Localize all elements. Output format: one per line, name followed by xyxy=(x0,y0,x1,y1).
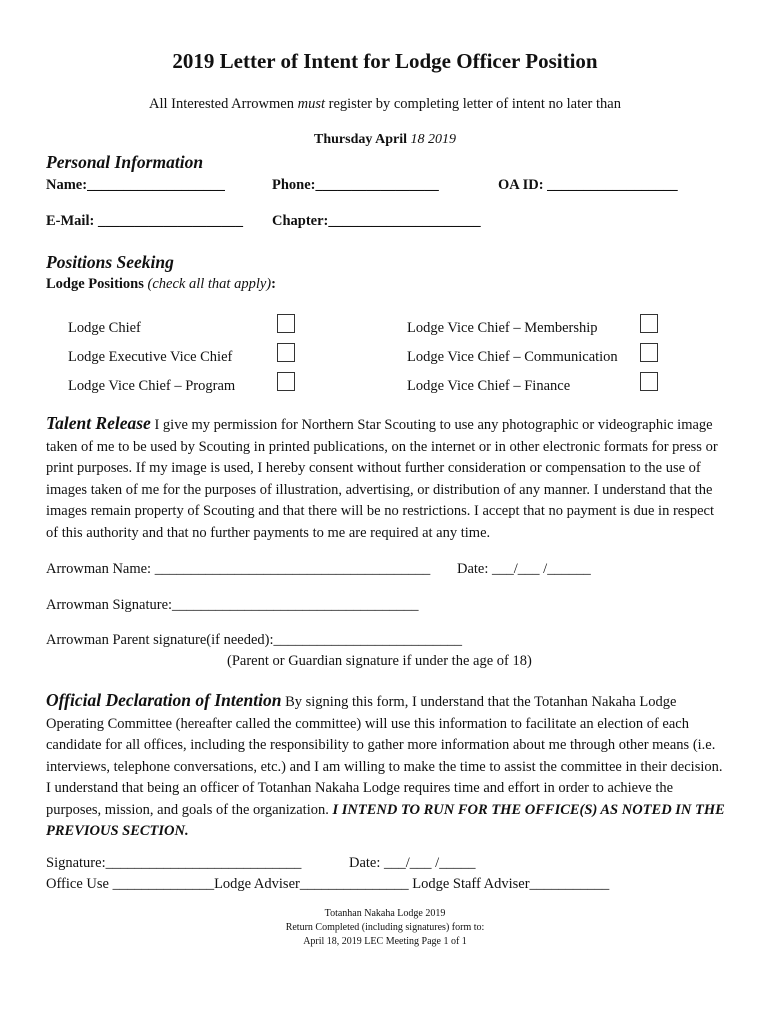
checkbox-vice-chief-finance[interactable] xyxy=(640,372,658,391)
positions-sub-colon: : xyxy=(271,276,276,292)
intro-after: register by completing letter of intent no later than xyxy=(325,96,621,112)
intro-text xyxy=(0,96,770,113)
phone-field[interactable]: Phone:_________________ xyxy=(272,177,439,193)
footer-meeting: April 18, 2019 LEC Meeting Page 1 of 1 xyxy=(303,936,467,947)
arrowman-signature-field[interactable]: Arrowman Signature:__________________________________ xyxy=(46,597,419,613)
declaration-intent-statement: I INTEND TO RUN FOR THE OFFICE(S) AS NOTED IN THE PREVIOUS SECTION. xyxy=(46,801,725,839)
position-label-vice-chief-communication: Lodge Vice Chief – Communication xyxy=(407,349,618,365)
position-label-executive-vice-chief: Lodge Executive Vice Chief xyxy=(68,349,233,365)
intro-before: All Interested Arrowmen xyxy=(149,96,298,112)
position-label-vice-chief-membership: Lodge Vice Chief – Membership xyxy=(407,320,598,336)
position-label-lodge-chief: Lodge Chief xyxy=(68,320,141,336)
footer-lodge: Totanhan Nakaha Lodge 2019 xyxy=(324,908,446,919)
final-date-field[interactable]: Date: ___/___ /_____ xyxy=(349,855,476,871)
email-field[interactable]: E-Mail: ____________________ xyxy=(46,213,243,229)
name-field[interactable]: Name:___________________ xyxy=(46,177,225,193)
arrowman-name-field[interactable]: Arrowman Name: ______________________________________ xyxy=(46,561,431,577)
talent-release-paragraph xyxy=(46,413,726,544)
deadline-date: 18 2019 xyxy=(410,132,456,147)
personal-info-heading: Personal Information xyxy=(46,152,204,172)
position-label-vice-chief-finance: Lodge Vice Chief – Finance xyxy=(407,378,571,394)
footer-return: Return Completed (including signatures) form to: xyxy=(285,922,485,933)
checkbox-executive-vice-chief[interactable] xyxy=(277,343,295,362)
deadline xyxy=(0,132,770,148)
talent-release-heading: Talent Release xyxy=(46,413,151,433)
checkbox-vice-chief-communication[interactable] xyxy=(640,343,658,362)
parent-signature-note: (Parent or Guardian signature if under the age of 18) xyxy=(227,653,532,669)
final-signature-field[interactable]: Signature:___________________________ xyxy=(46,855,302,871)
checkbox-lodge-chief[interactable] xyxy=(277,314,295,333)
positions-sub-label: Lodge Positions xyxy=(46,276,148,292)
position-label-vice-chief-program: Lodge Vice Chief – Program xyxy=(68,378,236,394)
oa-id-field[interactable]: OA ID: __________________ xyxy=(498,177,678,193)
declaration-text: By signing this form, I understand that the Totanhan Nakaha Lodge Operating Committee (hereafter called the committee) will use this information to facilitate an election of each candidate for all offices, including the responsibility to gather more information about me through other means (i.e. interviews, telephone conversations, etc.) and I am willing to make the time to assist the committee in their decision. I understand that being an officer of Totanhan Nakaha Lodge requires time and effort in order to achieve the purposes, mission, and goals of the organization. xyxy=(46,694,723,818)
declaration-heading: Official Declaration of Intention xyxy=(46,690,282,710)
checkbox-vice-chief-program[interactable] xyxy=(277,372,295,391)
parent-signature-field[interactable]: Arrowman Parent signature(if needed):__________________________ xyxy=(46,632,462,648)
chapter-field[interactable]: Chapter:_____________________ xyxy=(272,213,481,229)
declaration-paragraph xyxy=(46,690,726,843)
office-use-line[interactable]: Office Use ______________Lodge Adviser_______________ Lodge Staff Adviser___________ xyxy=(46,876,610,892)
positions-subheading xyxy=(46,276,276,293)
arrowman-date-field[interactable]: Date: ___/___ /______ xyxy=(457,561,591,577)
intro-emphasis: must xyxy=(297,96,326,112)
positions-heading: Positions Seeking xyxy=(46,252,174,272)
deadline-prefix: Thursday April xyxy=(314,132,411,147)
positions-sub-hint: (check all that apply) xyxy=(147,276,272,292)
page-title: 2019 Letter of Intent for Lodge Officer Position xyxy=(172,49,598,73)
talent-release-text: I give my permission for Northern Star Scouting to use any photographic or videographic image taken of me to be used by Scouting in printed publications, on the internet or in other electronic formats for press or print purposes. If my image is used, I hereby consent without further consideration or compensation to the use of images taken of me for the purposes of illustration, advertising, or distribution of any manner. I understand that the images remain property of Scouting and that there will be no restrictions. I accept that no payment is due in respect of this authority and that no further payments to me are required at any time. xyxy=(46,417,718,541)
checkbox-vice-chief-membership[interactable] xyxy=(640,314,658,333)
